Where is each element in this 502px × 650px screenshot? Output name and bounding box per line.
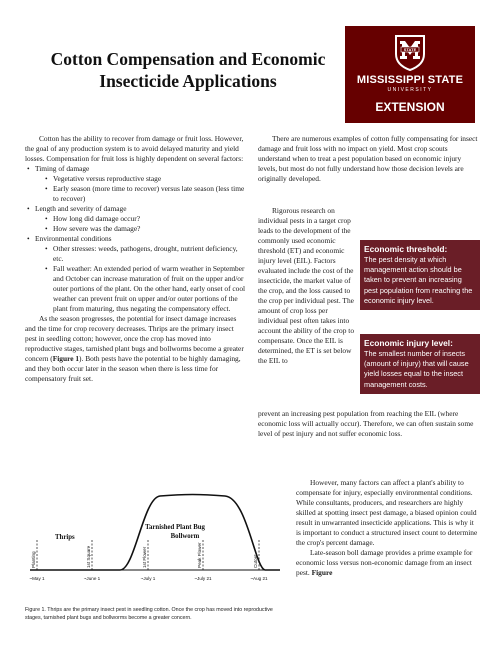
factor-list [25,164,247,314]
figure-reference: Figure [311,568,333,577]
logo-university-label: UNIVERSITY [387,87,433,93]
boll-damage-paragraph: Late-season boll damage provides a prime example for economic loss versus non-economic damage from an insect pest. Figure [296,548,473,577]
msu-shield-icon [390,32,430,72]
left-column [25,134,247,384]
research-paragraph: Rigorous research on individual pests in a target crop leads to the development of the commonly used economic threshold (ET) and economic injury level (EIL). Factors evaluated include the cost of the insecticide, the market value of the crop, and the loss caused to the crop per individual pest. The amount of crop loss per individual pest often takes into account the ability of the crop to compensate. Once the EIL is determined, the ET is set below the EIL to [258,206,355,365]
bollworm-label: Bollworm [170,533,200,540]
figure-1-caption: Figure 1. Thrips are the primary insect pest in seedling cotton. Once the crop has moved into reproductive stages, tarnished plant bugs and bollworms become a greater concern. [25,607,273,621]
right-column-intro [258,134,478,184]
stage-label: Peak Flower [197,542,202,568]
stage-label: 1st Square [86,545,91,568]
thrips-label: Thrips [55,534,75,541]
stage-date: ~July 1 [140,576,156,581]
logo-extension-label: EXTENSION [375,100,445,114]
list-item: • Other stresses: weeds, pathogens, drought, nutrient deficiency, etc. [43,244,247,264]
figure-reference: Figure 1 [52,354,80,363]
figure-1-pest-timeline [25,488,285,603]
stage-label: 1st Flower [142,546,147,568]
season-paragraph: As the season progresses, the potential for insect damage increases and the time for crop recovery decreases. Thrips are the primary insect pest in seedling cotton; however, once the crop has moved into reproductive stages, tarnished plant bugs and bollworms become a greater concern (Figure 1). Both pests have the potential to be highly damaging, and they both occur later in the season when there is less time for compensatory fruit set. [25,314,244,383]
callout-heading: Economic injury level: [364,338,453,348]
callout-body: The smallest number of insects (amount of injury) that will cause yield losses equal to the insect management costs. [364,349,469,389]
right-column-narrow [258,206,358,366]
stage-date: ~May 1 [29,576,45,581]
economic-injury-level-callout [360,334,480,394]
intro-paragraph: Cotton has the ability to recover from damage or fruit loss. However, the goal of any production system is to avoid delayed maturity and yield losses. Compensation for fruit loss is highly dependent on several factors: [25,134,244,163]
list-item: • How severe was the damage? [43,224,247,234]
list-item: • Vegetative versus reproductive stage [43,174,247,184]
stage-date: ~June 1 [83,576,101,581]
callout-heading: Economic threshold: [364,244,448,254]
stage-date: ~July 21 [194,576,212,581]
list-item: • Length and severity of damage • How long did damage occur? • How severe was the damage? [25,204,247,234]
examples-paragraph: There are numerous examples of cotton fully compensating for insect damage and fruit loss with no impact on yield. Most crop scouts understand when to treat a pest population based on economic injury levels, but most do not fully understand how those decision levels are originally developed. [258,134,478,183]
stage-date: ~Aug 21 [250,576,268,581]
research-paragraph-continued: prevent an increasing pest population from reaching the EIL (where economic loss will actually occur). Therefore, we can often sustain some level of pest injury and not suffer economic loss. [258,409,474,438]
right-column-wide [258,409,478,439]
right-column-bottom [296,478,478,578]
msu-extension-logo [345,26,475,123]
page-title: Cotton Compensation and Economic Insecticide Applications [50,49,326,91]
callout-body: The pest density at which management action should be taken to prevent an increasing pest population from reaching the economic injury level. [364,255,473,305]
tarnished-plant-bug-label: Tarnished Plant Bug [145,524,205,531]
stage-label: Planting [31,551,36,568]
stage-label: Cutout [253,554,258,568]
list-item: • Environmental conditions • Other stresses: weeds, pathogens, drought, nutrient deficiency, etc. • Fall weather: An extended period of warm weather in September and October can increase maturation of fruit on the upper and/or outer portions of the plant. On the other hand, early onset of cool weather can prevent fruit on upper and/or outer portions of the plant from maturing, thus negating the compensatory effect. [25,234,247,314]
list-item: • Early season (more time to recover) versus late season (less time to recover) [43,184,247,204]
list-item: • Timing of damage • Vegetative versus reproductive stage • Early season (more time to recover) versus late season (less time to recover) [25,164,247,204]
factors-paragraph: However, many factors can affect a plant's ability to compensate for injury, especially environmental conditions. While consultants, producers, and researchers are highly skilled at spotting insect pest damage, a biased opinion could result in unwarranted insecticide applications. This is why it is important to conduct a structured insect count to determine the crop's percent damage. [296,478,478,547]
economic-threshold-callout [360,240,480,310]
shield-state-text: STATE [403,47,417,53]
list-item: • How long did damage occur? [43,214,247,224]
pest-pressure-curve [30,495,280,571]
list-item: • Fall weather: An extended period of warm weather in September and October can increase maturation of fruit on the upper and/or outer portions of the plant. On the other hand, early onset of cool weather can prevent fruit on upper and/or outer portions of the plant from maturing, thus negating the compensatory effect. [43,264,247,314]
logo-university-name: MISSISSIPPI STATE [356,74,464,86]
